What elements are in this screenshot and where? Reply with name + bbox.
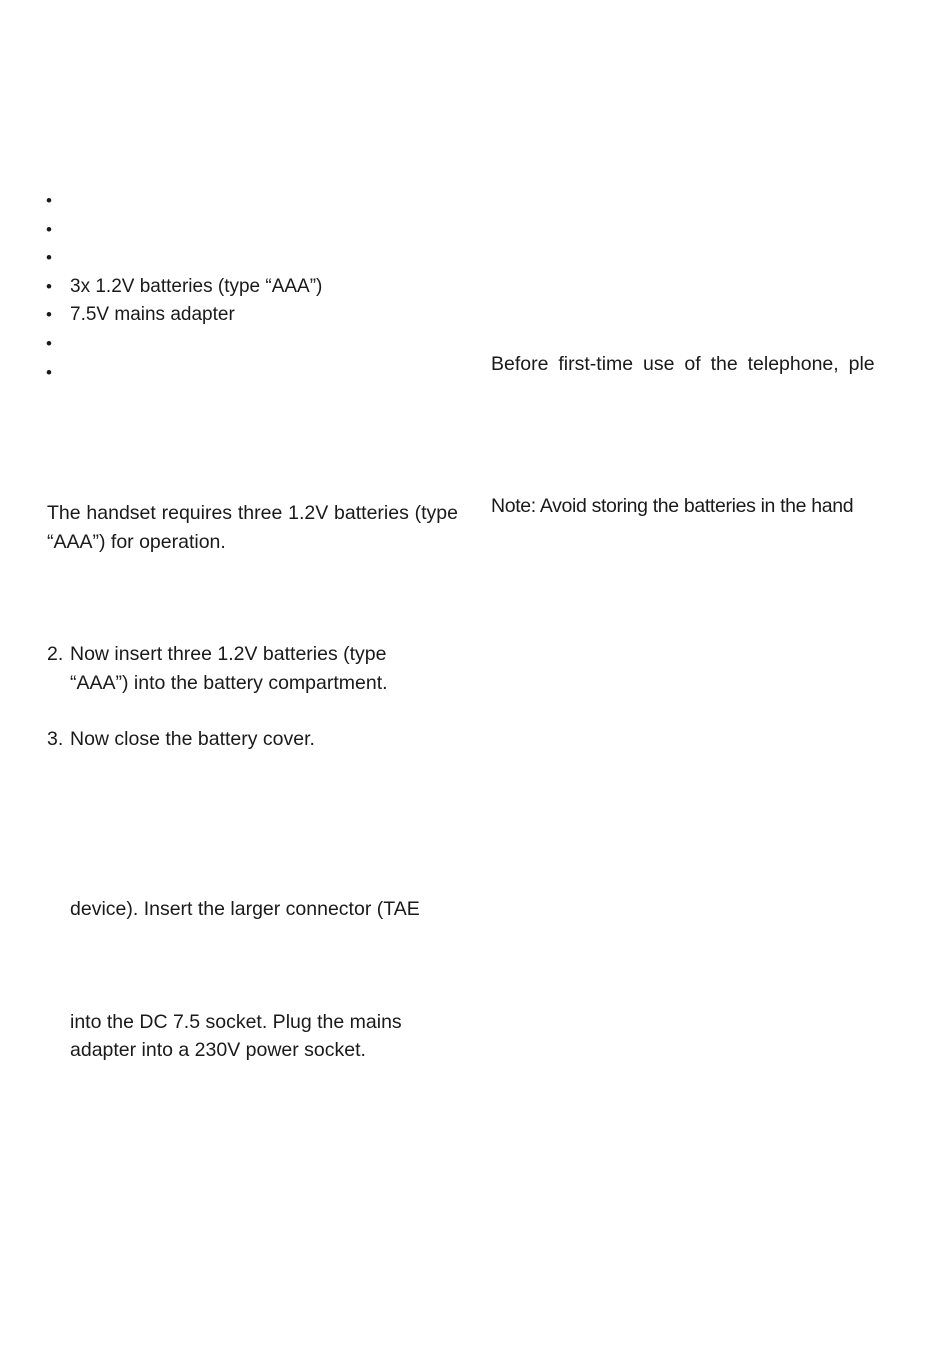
bullet-icon: • <box>46 276 52 296</box>
battery-intro-paragraph: The handset requires three 1.2V batteries (type “AAA”) for operation. <box>47 502 458 553</box>
step-text: Now insert three 1.2V batteries (type <box>70 643 387 665</box>
step-2 <box>47 640 388 698</box>
list-item: • 7.5V mains adapter <box>44 301 322 330</box>
bullet-icon: • <box>46 362 52 382</box>
connection-text-line: into the DC 7.5 socket. Plug the mains <box>70 1011 402 1033</box>
list-item <box>44 330 322 359</box>
step-number: 3. <box>47 728 64 750</box>
step-number: 2. <box>47 643 64 665</box>
connection-text-line: adapter into a 230V power socket. <box>70 1039 366 1061</box>
step-3 <box>47 725 315 754</box>
bullet-icon: • <box>46 191 52 210</box>
list-item <box>44 244 322 273</box>
bullet-icon: • <box>46 333 52 353</box>
list-item: • 3x 1.2V batteries (type “AAA”) <box>44 273 322 302</box>
first-use-paragraph: Before first-time use of the telephone, ple <box>491 353 875 375</box>
list-item <box>44 187 322 216</box>
list-item <box>44 359 322 388</box>
bullet-icon: • <box>46 219 52 239</box>
bullet-icon: • <box>46 248 52 268</box>
battery-storage-note: Note: Avoid storing the batteries in the hand <box>491 495 854 517</box>
step-text-continued: “AAA”) into the battery compartment. <box>70 672 388 694</box>
list-item <box>44 216 322 245</box>
connection-text-line: device). Insert the larger connector (TAE <box>70 898 420 920</box>
scope-of-delivery-list <box>44 187 322 387</box>
bullet-icon: • <box>46 305 52 325</box>
step-text: Now close the battery cover. <box>70 728 315 750</box>
